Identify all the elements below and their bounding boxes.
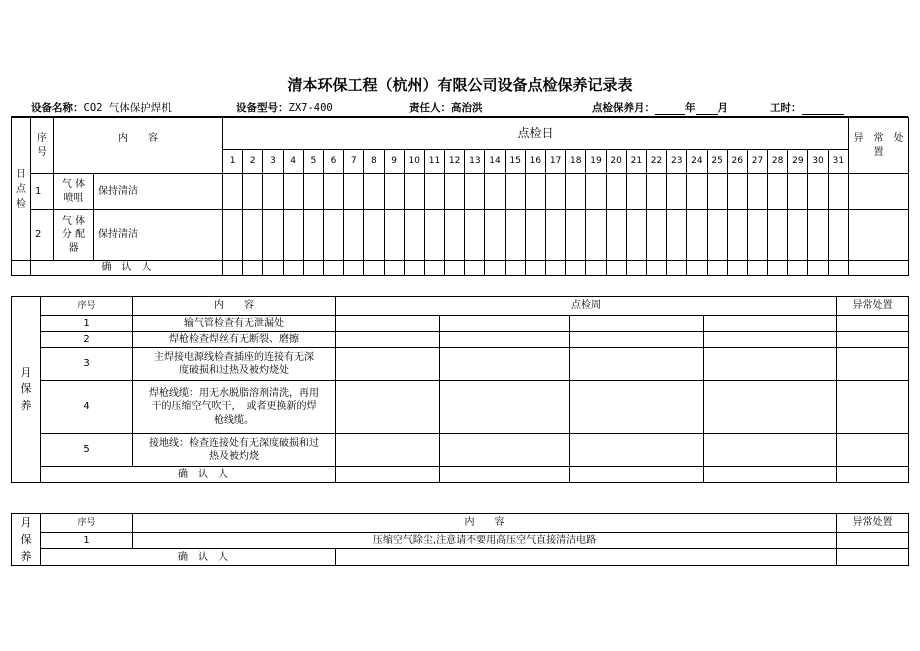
day-number: 4 [283,150,303,174]
monthly-seq-header: 序号 [41,297,133,316]
abnormal-cell[interactable] [837,434,909,467]
row-content-line: 接地线：检查连接处有无深度破损和过 [149,437,319,449]
abnormal-cell[interactable] [837,316,909,332]
confirm-cell[interactable] [704,467,837,483]
day-check-cell[interactable] [283,174,303,210]
day-check-cell[interactable] [344,210,364,261]
day-check-cell[interactable] [384,261,404,276]
row-part [54,210,94,261]
day-check-cell[interactable] [566,174,586,210]
table-row [12,532,909,549]
hours-label: 工时： [770,102,802,114]
device-model-value: ZX7-400 [288,102,333,114]
day-check-cell[interactable] [465,174,485,210]
confirm-cell[interactable] [837,549,909,566]
day-number: 23 [667,150,687,174]
day-number: 19 [586,150,606,174]
hours-field [770,100,844,115]
row-content-line: 焊枪线缆：用无水脱脂溶剂清洗，再用 [149,387,319,399]
day-check-cell[interactable] [727,261,747,276]
row-seq: 5 [41,434,133,467]
monthly2-section-label [12,514,41,566]
day-check-cell[interactable] [445,261,465,276]
day-check-cell[interactable] [424,261,444,276]
row-content-line: 输气管检查有无泄漏处 [184,317,284,329]
check-cell[interactable] [440,381,570,434]
day-number: 3 [263,150,283,174]
check-cell[interactable] [570,434,704,467]
day-check-cell[interactable] [344,174,364,210]
day-check-cell[interactable] [788,210,808,261]
row-part-line: 气 体 [61,179,86,190]
day-check-cell[interactable] [505,210,525,261]
monthly-week-header: 点检周 [336,297,837,316]
day-number: 1 [223,150,243,174]
check-cell[interactable] [570,332,704,348]
day-check-cell[interactable] [485,174,505,210]
day-check-cell[interactable] [404,210,424,261]
daily-seq-header [31,118,54,174]
day-check-cell[interactable] [263,261,283,276]
monthly2-section-char: 养 [20,550,32,564]
day-check-cell[interactable] [344,261,364,276]
table-row [12,332,909,348]
day-check-cell[interactable] [546,174,566,210]
row-content-line: 枪线缆。 [214,414,254,426]
row-part-line: 分 配 [61,229,86,241]
day-number: 20 [606,150,626,174]
table-row [12,348,909,381]
device-name-label: 设备名称： [31,102,84,114]
document-title: 清本环保工程（杭州）有限公司设备点检保养记录表 [287,76,633,94]
day-check-cell[interactable] [606,174,626,210]
day-check-cell[interactable] [687,210,707,261]
check-cell[interactable] [440,434,570,467]
day-number: 11 [424,150,444,174]
abnormal-cell[interactable] [837,532,909,549]
row-content-line: 度破损和过热及被灼烧处 [179,365,289,376]
day-check-cell[interactable] [667,174,687,210]
table-row [12,434,909,467]
monthly2-abnormal-header: 异常处置 [837,514,909,533]
row-part-line: 器 [68,242,79,254]
day-number: 26 [727,150,747,174]
day-check-cell[interactable] [606,210,626,261]
check-cell[interactable] [704,434,837,467]
row-content [133,332,336,348]
monthly-maintenance-table-2 [11,513,909,566]
confirm-label: 确 认 人 [41,467,336,483]
daily-abnormal-header [849,118,909,174]
row-content: 保持清洁 [94,210,223,261]
day-check-cell[interactable] [404,174,424,210]
day-check-cell[interactable] [768,261,788,276]
monthly-abnormal-header: 异常处置 [837,297,909,316]
check-cell[interactable] [336,381,440,434]
day-check-cell[interactable] [243,261,263,276]
day-check-cell[interactable] [626,174,646,210]
table-row [12,210,909,261]
day-check-cell[interactable] [687,261,707,276]
day-number: 9 [384,150,404,174]
check-cell[interactable] [440,348,570,381]
day-check-cell[interactable] [687,174,707,210]
responsible-field [409,100,483,115]
day-check-cell[interactable] [808,261,828,276]
row-part-line: 气 体 [61,215,86,227]
day-check-cell[interactable] [586,210,606,261]
monthly2-content-header: 内 容 [133,514,837,533]
day-check-cell[interactable] [243,174,263,210]
row-content [133,434,336,467]
day-check-cell[interactable] [485,261,505,276]
daily-days-header: 点检日 [223,118,849,150]
day-check-cell[interactable] [223,210,243,261]
day-check-cell[interactable] [566,261,586,276]
monthly-section-label [12,297,41,483]
day-check-cell[interactable] [323,261,343,276]
device-name-field [31,100,172,115]
day-check-cell[interactable] [303,261,323,276]
day-check-cell[interactable] [283,261,303,276]
day-check-cell[interactable] [828,210,848,261]
confirm-row [12,467,909,483]
monthly2-section-char: 保 [20,533,32,547]
check-cell[interactable] [570,348,704,381]
check-cell[interactable] [570,316,704,332]
day-number: 31 [828,150,848,174]
day-check-cell[interactable] [525,174,545,210]
day-number: 14 [485,150,505,174]
day-number: 8 [364,150,384,174]
monthly-section-char: 养 [20,398,32,412]
day-check-cell[interactable] [768,174,788,210]
row-content: 压缩空气除尘,注意请不要用高压空气直接清洁电路 [133,532,837,549]
day-check-cell[interactable] [626,261,646,276]
check-cell[interactable] [440,316,570,332]
day-check-cell[interactable] [788,174,808,210]
day-check-cell[interactable] [707,174,727,210]
day-check-cell[interactable] [364,261,384,276]
day-number: 18 [566,150,586,174]
row-content [133,348,336,381]
confirm-cell[interactable] [336,549,837,566]
check-cell[interactable] [336,316,440,332]
monthly2-seq-header: 序号 [41,514,133,533]
row-part-line: 喷咀 [63,192,84,204]
day-check-cell[interactable] [626,210,646,261]
day-check-cell[interactable] [586,261,606,276]
confirm-label: 确 认 人 [31,261,223,276]
row-content [133,381,336,434]
monthly-content-header: 内 容 [133,297,336,316]
row-content-line: 焊枪检查焊丝有无断裂、磨擦 [169,333,299,345]
day-check-cell[interactable] [364,210,384,261]
day-check-cell[interactable] [808,210,828,261]
table-row [12,316,909,332]
day-check-cell[interactable] [223,261,243,276]
abnormal-cell[interactable] [837,381,909,434]
day-check-cell[interactable] [243,210,263,261]
day-check-cell[interactable] [586,174,606,210]
daily-section-label [12,118,31,261]
check-cell[interactable] [336,348,440,381]
day-check-cell[interactable] [788,261,808,276]
row-seq: 3 [41,348,133,381]
monthly2-section-char: 月 [20,516,32,529]
row-content-line: 主焊接电源线检查插座的连接有无深 [154,351,314,363]
daily-check-table [11,117,909,276]
day-check-cell[interactable] [707,210,727,261]
check-cell[interactable] [336,434,440,467]
row-content-line: 干的压缩空气吹干， 或者更换新的焊 [151,401,317,413]
hours-blank[interactable] [802,103,844,115]
day-number: 16 [525,150,545,174]
day-number: 13 [465,150,485,174]
row-content-line: 热及被灼烧 [209,451,259,462]
day-check-cell[interactable] [546,261,566,276]
daily-section-char: 检 [16,198,26,210]
day-check-cell[interactable] [465,261,485,276]
day-check-cell[interactable] [667,261,687,276]
confirm-row [12,261,909,276]
day-check-cell[interactable] [646,174,666,210]
check-cell[interactable] [336,332,440,348]
device-model-label: 设备型号： [236,102,289,114]
day-check-cell[interactable] [667,210,687,261]
day-check-cell[interactable] [828,174,848,210]
abnormal-cell[interactable] [849,210,909,261]
device-name-value: CO2 气体保护焊机 [83,102,172,114]
day-check-cell[interactable] [505,174,525,210]
day-check-cell[interactable] [323,210,343,261]
day-check-cell[interactable] [424,174,444,210]
day-check-cell[interactable] [303,174,323,210]
day-number: 21 [626,150,646,174]
daily-section-char: 点 [16,183,26,195]
day-check-cell[interactable] [768,210,788,261]
day-number: 25 [707,150,727,174]
check-cell[interactable] [704,381,837,434]
day-check-cell[interactable] [828,261,848,276]
day-number: 22 [646,150,666,174]
day-check-cell[interactable] [727,210,747,261]
day-check-cell[interactable] [263,174,283,210]
day-check-cell[interactable] [646,261,666,276]
month-label: 月 [717,102,728,114]
day-check-cell[interactable] [263,210,283,261]
day-number: 17 [546,150,566,174]
monthly-section-char: 月 [20,365,32,379]
day-check-cell[interactable] [525,261,545,276]
day-check-cell[interactable] [525,210,545,261]
confirm-label: 确 认 人 [41,549,336,566]
empty-cell [12,261,31,276]
day-check-cell[interactable] [566,210,586,261]
day-check-cell[interactable] [747,261,767,276]
table-row [12,174,909,210]
day-check-cell[interactable] [727,174,747,210]
day-number: 29 [788,150,808,174]
day-check-cell[interactable] [606,261,626,276]
year-blank[interactable] [655,103,685,115]
confirm-cell[interactable] [336,467,440,483]
confirm-cell[interactable] [837,467,909,483]
responsible-value: 高治洪 [451,102,483,114]
row-content [133,316,336,332]
maint-month-field [592,100,728,115]
month-blank[interactable] [696,103,718,115]
table-row [12,381,909,434]
day-check-cell[interactable] [747,210,767,261]
day-check-cell[interactable] [424,210,444,261]
responsible-label: 责任人： [409,102,451,114]
abnormal-cell[interactable] [837,348,909,381]
day-check-cell[interactable] [323,174,343,210]
day-check-cell[interactable] [445,174,465,210]
daily-abnormal-header-line: 异 常 处 [853,133,904,144]
day-check-cell[interactable] [646,210,666,261]
row-content: 保持清洁 [94,174,223,210]
daily-section-char: 日 [16,168,26,180]
day-check-cell[interactable] [707,261,727,276]
day-number: 12 [445,150,465,174]
day-check-cell[interactable] [747,174,767,210]
abnormal-cell[interactable] [837,332,909,348]
day-check-cell[interactable] [384,210,404,261]
abnormal-cell[interactable] [849,174,909,210]
day-number: 10 [404,150,424,174]
check-cell[interactable] [704,348,837,381]
daily-seq-header-line: 序 [37,133,47,144]
day-number: 15 [505,150,525,174]
daily-content-header: 内 容 [54,118,223,174]
check-cell[interactable] [440,332,570,348]
day-check-cell[interactable] [505,261,525,276]
row-seq: 1 [41,532,133,549]
abnormal-cell[interactable] [849,261,909,276]
day-number: 5 [303,150,323,174]
day-check-cell[interactable] [808,174,828,210]
day-check-cell[interactable] [223,174,243,210]
check-cell[interactable] [570,381,704,434]
day-number: 24 [687,150,707,174]
year-label: 年 [685,102,696,114]
day-check-cell[interactable] [283,210,303,261]
confirm-row [12,549,909,566]
row-seq: 2 [31,210,54,261]
confirm-cell[interactable] [570,467,704,483]
day-number: 2 [243,150,263,174]
day-check-cell[interactable] [303,210,323,261]
day-check-cell[interactable] [546,210,566,261]
row-seq: 1 [41,316,133,332]
day-number: 28 [768,150,788,174]
monthly-maintenance-table [11,296,909,483]
row-seq: 1 [31,174,54,210]
check-cell[interactable] [704,332,837,348]
day-number: 6 [323,150,343,174]
device-model-field [236,100,333,115]
day-number: 30 [808,150,828,174]
row-seq: 4 [41,381,133,434]
row-part [54,174,94,210]
day-check-cell[interactable] [384,174,404,210]
day-number: 7 [344,150,364,174]
day-check-cell[interactable] [404,261,424,276]
daily-seq-header-line: 号 [37,146,47,158]
row-seq: 2 [41,332,133,348]
day-check-cell[interactable] [485,210,505,261]
daily-abnormal-header-line: 置 [873,146,884,158]
day-check-cell[interactable] [364,174,384,210]
confirm-cell[interactable] [440,467,570,483]
maint-month-label: 点检保养月： [592,102,655,114]
day-number: 27 [747,150,767,174]
day-check-cell[interactable] [445,210,465,261]
monthly-section-char: 保 [20,382,32,396]
check-cell[interactable] [704,316,837,332]
day-check-cell[interactable] [465,210,485,261]
